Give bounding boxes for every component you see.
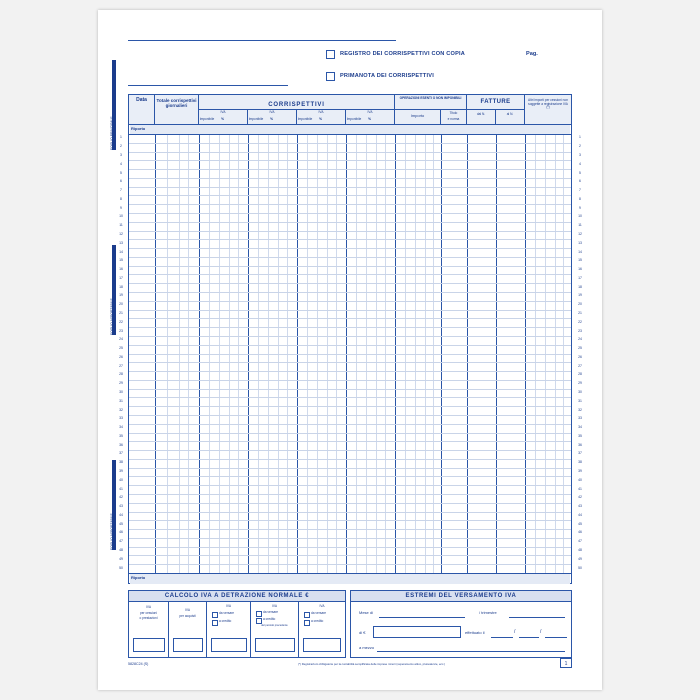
calcolo-col-1[interactable]: IVA per cessioni o prestazioni	[129, 602, 169, 657]
row-number-left: 45	[119, 521, 123, 526]
row-number-right: 43	[578, 504, 582, 509]
row-number-left: 39	[119, 469, 123, 474]
checkbox-registro-con-copia[interactable]	[326, 50, 335, 59]
footer-code: 5828C24 (S)	[128, 662, 149, 666]
row-number-left: 35	[119, 433, 123, 438]
header-corrispettivi: CORRISPETTIVI	[199, 95, 395, 125]
row-number-right: 16	[578, 267, 582, 272]
row-number-left: 24	[119, 337, 123, 342]
header-rule-second	[128, 85, 288, 86]
header-corrispettivi-sub-3: IVA Imponibile %	[297, 109, 346, 125]
row-number-left: 8	[120, 196, 122, 201]
footer-page-number: 1	[560, 658, 572, 668]
field-label-di: di €	[359, 630, 366, 635]
field-label-trimestre: / trimestre	[479, 610, 497, 615]
row-number-left: 32	[119, 407, 123, 412]
row-number-right: 1	[579, 135, 581, 140]
row-number-left: 2	[120, 144, 122, 149]
row-number-right: 9	[579, 205, 581, 210]
input-importo-versamento[interactable]	[373, 626, 461, 638]
row-number-left: 7	[120, 188, 122, 193]
checkbox-label-registro-con-copia: REGISTRO DEI CORRISPETTIVI CON COPIA	[340, 51, 465, 57]
row-number-left: 17	[119, 275, 123, 280]
riporto-top-label: Riporto	[131, 126, 146, 131]
page-label: Pag.	[526, 51, 538, 57]
ledger-grid	[128, 94, 572, 584]
checkbox-primanota[interactable]	[326, 72, 335, 81]
row-number-right: 41	[578, 486, 582, 491]
header-corrispettivi-sub-1: IVA Imponibile %	[199, 109, 248, 125]
spine-label-3: FOGLIO ASPORTABILE	[110, 513, 114, 550]
header-fatture-dal: dal N.	[467, 109, 496, 125]
row-number-right: 20	[578, 302, 582, 307]
row-number-right: 48	[578, 548, 582, 553]
row-number-right: 12	[578, 231, 582, 236]
versamento-block	[350, 590, 572, 658]
row-number-left: 14	[119, 249, 123, 254]
row-number-right: 23	[578, 328, 582, 333]
row-number-right: 18	[578, 284, 582, 289]
header-esenti-titolo: Titolo e norma	[441, 109, 467, 125]
riporto-bottom-label: Riporto	[131, 575, 146, 580]
row-number-right: 14	[578, 249, 582, 254]
row-number-right: 3	[579, 152, 581, 157]
row-number-right: 30	[578, 390, 582, 394]
row-number-left: 36	[119, 442, 123, 447]
header-corrispettivi-sub-2: IVA Imponibile %	[248, 109, 297, 125]
row-number-right: 10	[578, 214, 582, 219]
row-number-left: 4	[120, 161, 122, 166]
checkbox-label-primanota: PRIMANOTA DEI CORRISPETTIVI	[340, 73, 434, 79]
header-data: Data	[129, 95, 155, 125]
row-number-right: 47	[578, 539, 582, 544]
row-number-left: 25	[119, 346, 123, 351]
row-number-right: 35	[578, 433, 582, 438]
versamento-title: ESTREMI DEL VERSAMENTO IVA	[351, 591, 571, 602]
row-number-left: 46	[119, 530, 123, 535]
footer-note: (*) Registrazioni obbligatorie per la contabilità semplificata delle imprese minori (superamento attivo, plusvalenze, ecc.)	[298, 662, 446, 666]
calcolo-col-2[interactable]: IVA per acquisti	[169, 602, 207, 657]
row-number-left: 30	[119, 390, 123, 394]
row-number-left: 16	[119, 267, 123, 272]
row-number-left: 18	[119, 284, 123, 289]
row-number-left: 21	[119, 310, 123, 315]
header-totale: Totale corrispettivi giornalieri	[155, 95, 199, 125]
row-number-left: 38	[119, 460, 123, 465]
checkbox-a-credito-3[interactable]	[304, 620, 310, 626]
row-number-right: 13	[578, 240, 582, 245]
row-number-right: 24	[578, 337, 582, 342]
row-number-right: 19	[578, 293, 582, 298]
row-number-right: 17	[578, 275, 582, 280]
row-number-right: 8	[579, 196, 581, 201]
row-number-right: 38	[578, 460, 582, 465]
date-sep-2: /	[540, 629, 542, 635]
spine-label-2: FOGLIO ASPORTABILE	[110, 298, 114, 335]
row-number-left: 23	[119, 328, 123, 333]
row-number-left: 6	[120, 179, 122, 184]
calcolo-col-5[interactable]: IVA da versare a credito	[299, 602, 345, 657]
row-number-left: 27	[119, 363, 123, 368]
row-number-right: 50	[578, 565, 582, 570]
row-number-left: 41	[119, 486, 123, 491]
row-number-left: 1	[120, 135, 122, 140]
header-esenti-importo: Importo	[395, 109, 441, 125]
checkbox-da-versare-2[interactable]	[256, 611, 262, 617]
row-number-left: 43	[119, 504, 123, 509]
calcolo-iva-block	[128, 590, 346, 658]
row-number-right: 34	[578, 425, 582, 430]
field-label-mese: Mese di	[359, 610, 374, 615]
row-number-left: 34	[119, 425, 123, 430]
row-number-right: 36	[578, 442, 582, 447]
row-number-right: 4	[579, 161, 581, 166]
row-number-right: 45	[578, 521, 582, 526]
row-number-left: 29	[119, 381, 123, 386]
riporto-bottom-band	[130, 573, 570, 584]
field-label-mezzo: a mezzo	[359, 645, 375, 650]
row-number-left: 10	[119, 214, 123, 219]
row-number-right: 42	[578, 495, 582, 500]
row-number-right: 44	[578, 512, 582, 517]
row-number-right: 37	[578, 451, 582, 456]
row-number-right: 26	[578, 354, 582, 359]
row-number-left: 26	[119, 354, 123, 359]
row-number-left: 20	[119, 302, 123, 307]
row-number-right: 5	[579, 170, 581, 175]
row-number-left: 28	[119, 372, 123, 377]
header-esenti: OPERAZIONI ESENTI O NON IMPONIBILI	[395, 95, 467, 125]
row-number-right: 6	[579, 179, 581, 184]
spine-label-1: FOGLIO PRINCIPALE	[110, 116, 114, 150]
header-rule-top	[128, 40, 396, 41]
document-page	[98, 10, 602, 690]
row-number-left: 11	[119, 223, 123, 228]
row-number-left: 31	[119, 398, 123, 403]
row-number-right: 46	[578, 530, 582, 535]
row-number-left: 13	[119, 240, 123, 245]
row-number-right: 32	[578, 407, 582, 412]
row-number-right: 15	[578, 258, 582, 263]
header-altri-importi: Altri importi per cessioni non soggette a registrazione IVA (*)	[527, 98, 569, 110]
row-number-left: 50	[119, 565, 123, 570]
checkbox-a-credito-1[interactable]	[212, 620, 218, 626]
checkbox-da-versare-3[interactable]	[304, 612, 310, 618]
row-number-right: 25	[578, 346, 582, 351]
row-number-left: 9	[120, 205, 122, 210]
calcolo-iva-title: CALCOLO IVA A DETRAZIONE NORMALE €	[129, 591, 345, 602]
row-number-right: 27	[578, 363, 582, 368]
row-number-right: 2	[579, 144, 581, 149]
riporto-top-band	[130, 125, 570, 134]
field-label-effettuato: effettuato il	[465, 630, 485, 635]
row-number-right: 11	[578, 223, 582, 228]
row-number-right: 31	[578, 398, 582, 403]
row-number-left: 15	[119, 258, 123, 263]
header-fatture: FATTURE	[467, 95, 525, 125]
row-number-left: 49	[119, 556, 123, 561]
row-number-right: 29	[578, 381, 582, 386]
row-number-right: 28	[578, 372, 582, 377]
row-number-right: 49	[578, 556, 582, 561]
calcolo-col-4[interactable]: IVA da versare a credito del periodo precedente	[251, 602, 299, 657]
row-number-left: 3	[120, 152, 122, 157]
row-number-right: 40	[578, 477, 582, 482]
row-number-left: 40	[119, 477, 123, 482]
row-number-left: 37	[119, 451, 123, 456]
row-number-left: 47	[119, 539, 123, 544]
date-sep-1: /	[514, 629, 516, 635]
row-number-left: 19	[119, 293, 123, 298]
row-number-right: 39	[578, 469, 582, 474]
row-number-left: 42	[119, 495, 123, 500]
header-fatture-al: al N.	[496, 109, 525, 125]
row-number-left: 22	[119, 319, 123, 324]
row-number-right: 22	[578, 319, 582, 324]
checkbox-da-versare-1[interactable]	[212, 612, 218, 618]
row-number-right: 21	[578, 310, 582, 315]
row-number-left: 44	[119, 512, 123, 517]
row-number-left: 33	[119, 416, 123, 421]
row-number-right: 7	[579, 188, 581, 193]
row-number-right: 33	[578, 416, 582, 421]
calcolo-col-3[interactable]: IVA da versare a credito	[207, 602, 251, 657]
row-number-left: 5	[120, 170, 122, 175]
header-corrispettivi-sub-4: IVA Imponibile %	[346, 109, 395, 125]
row-number-left: 12	[119, 231, 123, 236]
row-number-left: 48	[119, 548, 123, 553]
